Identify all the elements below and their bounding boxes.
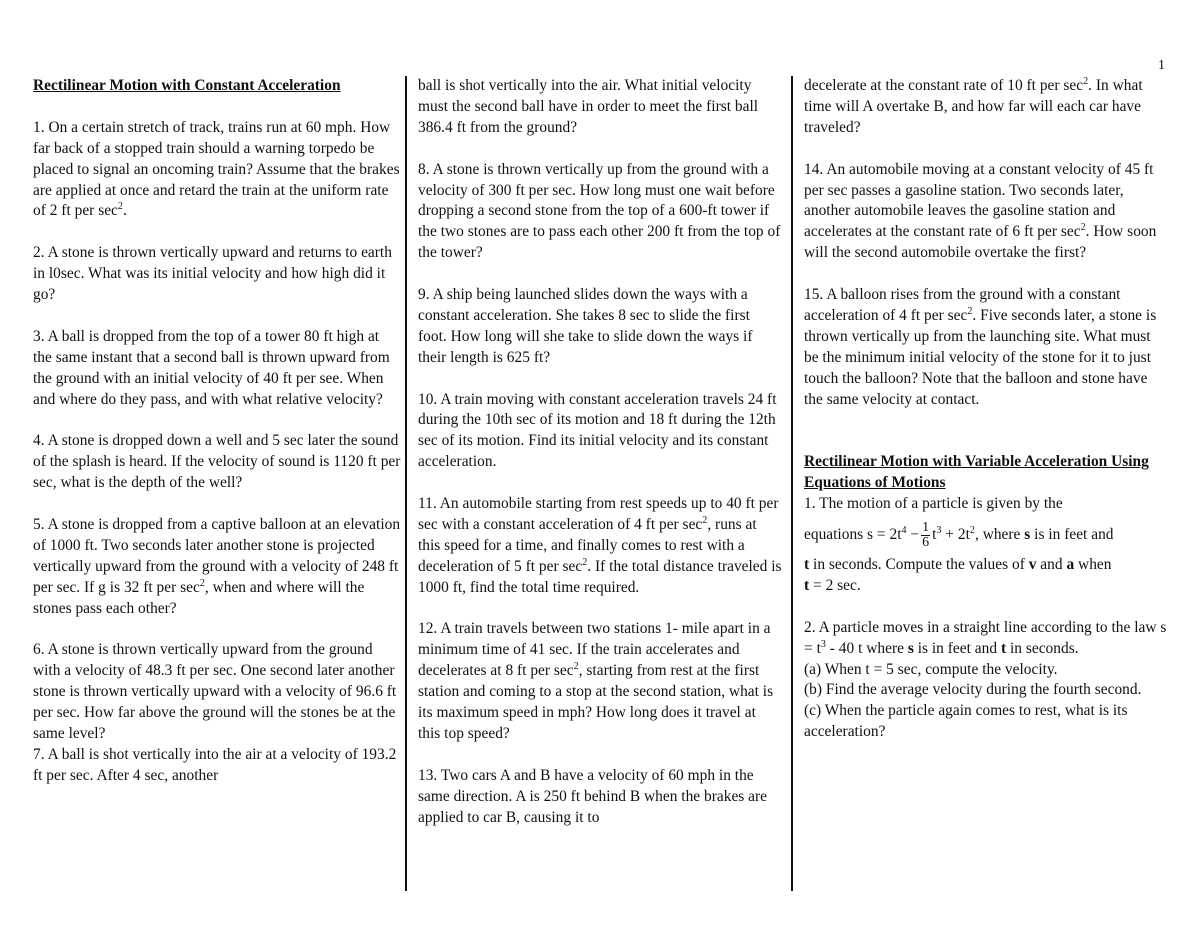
fraction-one-sixth: $\frac{1}{6}$ — [922, 519, 930, 550]
column-divider — [405, 76, 407, 891]
problem-5: 5. A stone is dropped from a captive balloon at an elevation of 1000 ft. Two seconds later another stone is projected vertically upward from the ground with a velocity of 248 ft per sec. If g is 32 ft per $\sec^2$, when and where will the stones pass each other? — [33, 515, 401, 617]
problem-2: 2. A stone is thrown vertically upward and returns to earth in l0sec. What was its initial velocity and how high did it go? — [33, 244, 392, 304]
problem-12: 12. A train travels between two stations 1- mile apart in a minimum time of 41 sec. If the train accelerates and decelerates at 8 ft per $\sec^2$, starting from rest at the first station and coming to a stop at the second station, what is its maximum speed in mph? How long does it travel at this top speed? — [418, 620, 774, 743]
problem-14: 14. An automobile moving at a constant velocity of 45 ft per sec passes a gasoline station. Two seconds later, another automobile leaves the gasoline station and accelerates at the constant rate of 6 ft per $\sec^2$. How soon will the second automobile overtake the first? — [804, 160, 1157, 262]
section-heading-variable-acceleration: Rectilinear Motion with Variable Acceleration Using Equations of Motions — [804, 453, 1149, 492]
problem-4: 4. A stone is dropped down a well and 5 sec later the sound of the splash is heard. If the velocity of sound is 1120 ft per sec, what is the depth of the well? — [33, 432, 401, 492]
variable-problem-2: 2. A particle moves in a straight line according to the law $s = t^3 - 40$ t where s is in feet and t in seconds. (a) When t = 5 sec, compute the velocity. (b) Find the average velocity during the fourth second. (c) When the particle again comes to rest, what is its acceleration? — [804, 618, 1167, 741]
problem-7: 7. A ball is shot vertically into the air at a velocity of 193.2 ft per sec. After 4 sec, another — [33, 745, 397, 784]
problem-13: 13. Two cars A and B have a velocity of 60 mph in the same direction. A is 250 ft behind B when the brakes are applied to car B, causing it to — [418, 766, 768, 826]
problem-15: 15. A balloon rises from the ground with a constant acceleration of 4 ft per $\sec^2$. Five seconds later, a stone is thrown vertically up from the launching site. What must be the minimum initial velocity of the stone for it to just touch the balloon? Note that the balloon and stone have the same velocity at contact. — [804, 286, 1157, 408]
problem-6: 6. A stone is thrown vertically upward from the ground with a velocity of 48.3 ft per sec. One second later another stone is thrown vertically upward with a velocity of 96.6 ft per sec. How far above the ground will the stones be at the same level? — [33, 641, 397, 742]
problem-13-continued: decelerate at the constant rate of 10 ft per $\sec^2$. In what time will A overtake B, and how far will each car have traveled? — [804, 76, 1143, 136]
part-c: (c) When the particle again comes to rest, what is its acceleration? — [804, 702, 1128, 741]
part-a: (a) When t = 5 sec, compute the velocity. — [804, 660, 1058, 678]
column-divider — [791, 76, 793, 891]
column-2 — [418, 76, 782, 829]
problem-9: 9. A ship being launched slides down the ways with a constant acceleration. She takes 8 sec to slide the first foot. How long will she take to slide down the ways if their length is 625 ft? — [418, 286, 753, 366]
variable-problem-1: 1. The motion of a particle is given by the equations $s = 2t^4$ − $\frac{1}{6}$ $t^3 + 2t^2$, where s is in feet and t in seconds. Compute the values of v and a when t = 2 sec. — [804, 495, 1114, 594]
problem-7-continued: ball is shot vertically into the air. What initial velocity must the second ball have in order to meet the first ball 386.4 ft from the ground? — [418, 77, 759, 136]
part-b: (b) Find the average velocity during the fourth second. — [804, 681, 1142, 699]
column-1 — [33, 76, 401, 787]
column-3 — [804, 76, 1168, 743]
equation-of-motion: equations $s = 2t^4$ − $\frac{1}{6}$ $t^3 + 2t^2$, where s is in feet and — [804, 519, 1114, 550]
page-number: 1 — [1158, 58, 1165, 73]
problem-1: 1. On a certain stretch of track, trains run at 60 mph. How far back of a stopped train should a warning torpedo be placed to signal an oncoming train? Assume that the brakes are applied at once and retard the train at the uniform rate of 2 ft per $\sec^2$. — [33, 118, 400, 220]
problem-11: 11. An automobile starting from rest speeds up to 40 ft per sec with a constant acceleration of 4 ft per $\sec^2$, runs at this speed for a time, and finally comes to rest with a deceleration of 5 ft per $\sec^2$. If the total distance traveled is 1000 ft, find the total time required. — [418, 495, 782, 596]
problem-8: 8. A stone is thrown vertically up from the ground with a velocity of 300 ft per sec. How long must one wait before dropping a second stone from the top of a 600-ft tower if the two stones are to pass each other 200 ft from the top of the tower? — [418, 160, 781, 262]
problem-10: 10. A train moving with constant acceleration travels 24 ft during the 10th sec of its motion and 18 ft during the 12th sec of its motion. Find its initial velocity and its constant acceleration. — [418, 390, 777, 471]
section-heading-constant-acceleration: Rectilinear Motion with Constant Acceleration — [33, 77, 341, 94]
problem-3: 3. A ball is dropped from the top of a tower 80 ft high at the same instant that a second ball is thrown upward from the ground with an initial velocity of 40 ft per see. When and where do they pass, and with what relative velocity? — [33, 327, 390, 408]
